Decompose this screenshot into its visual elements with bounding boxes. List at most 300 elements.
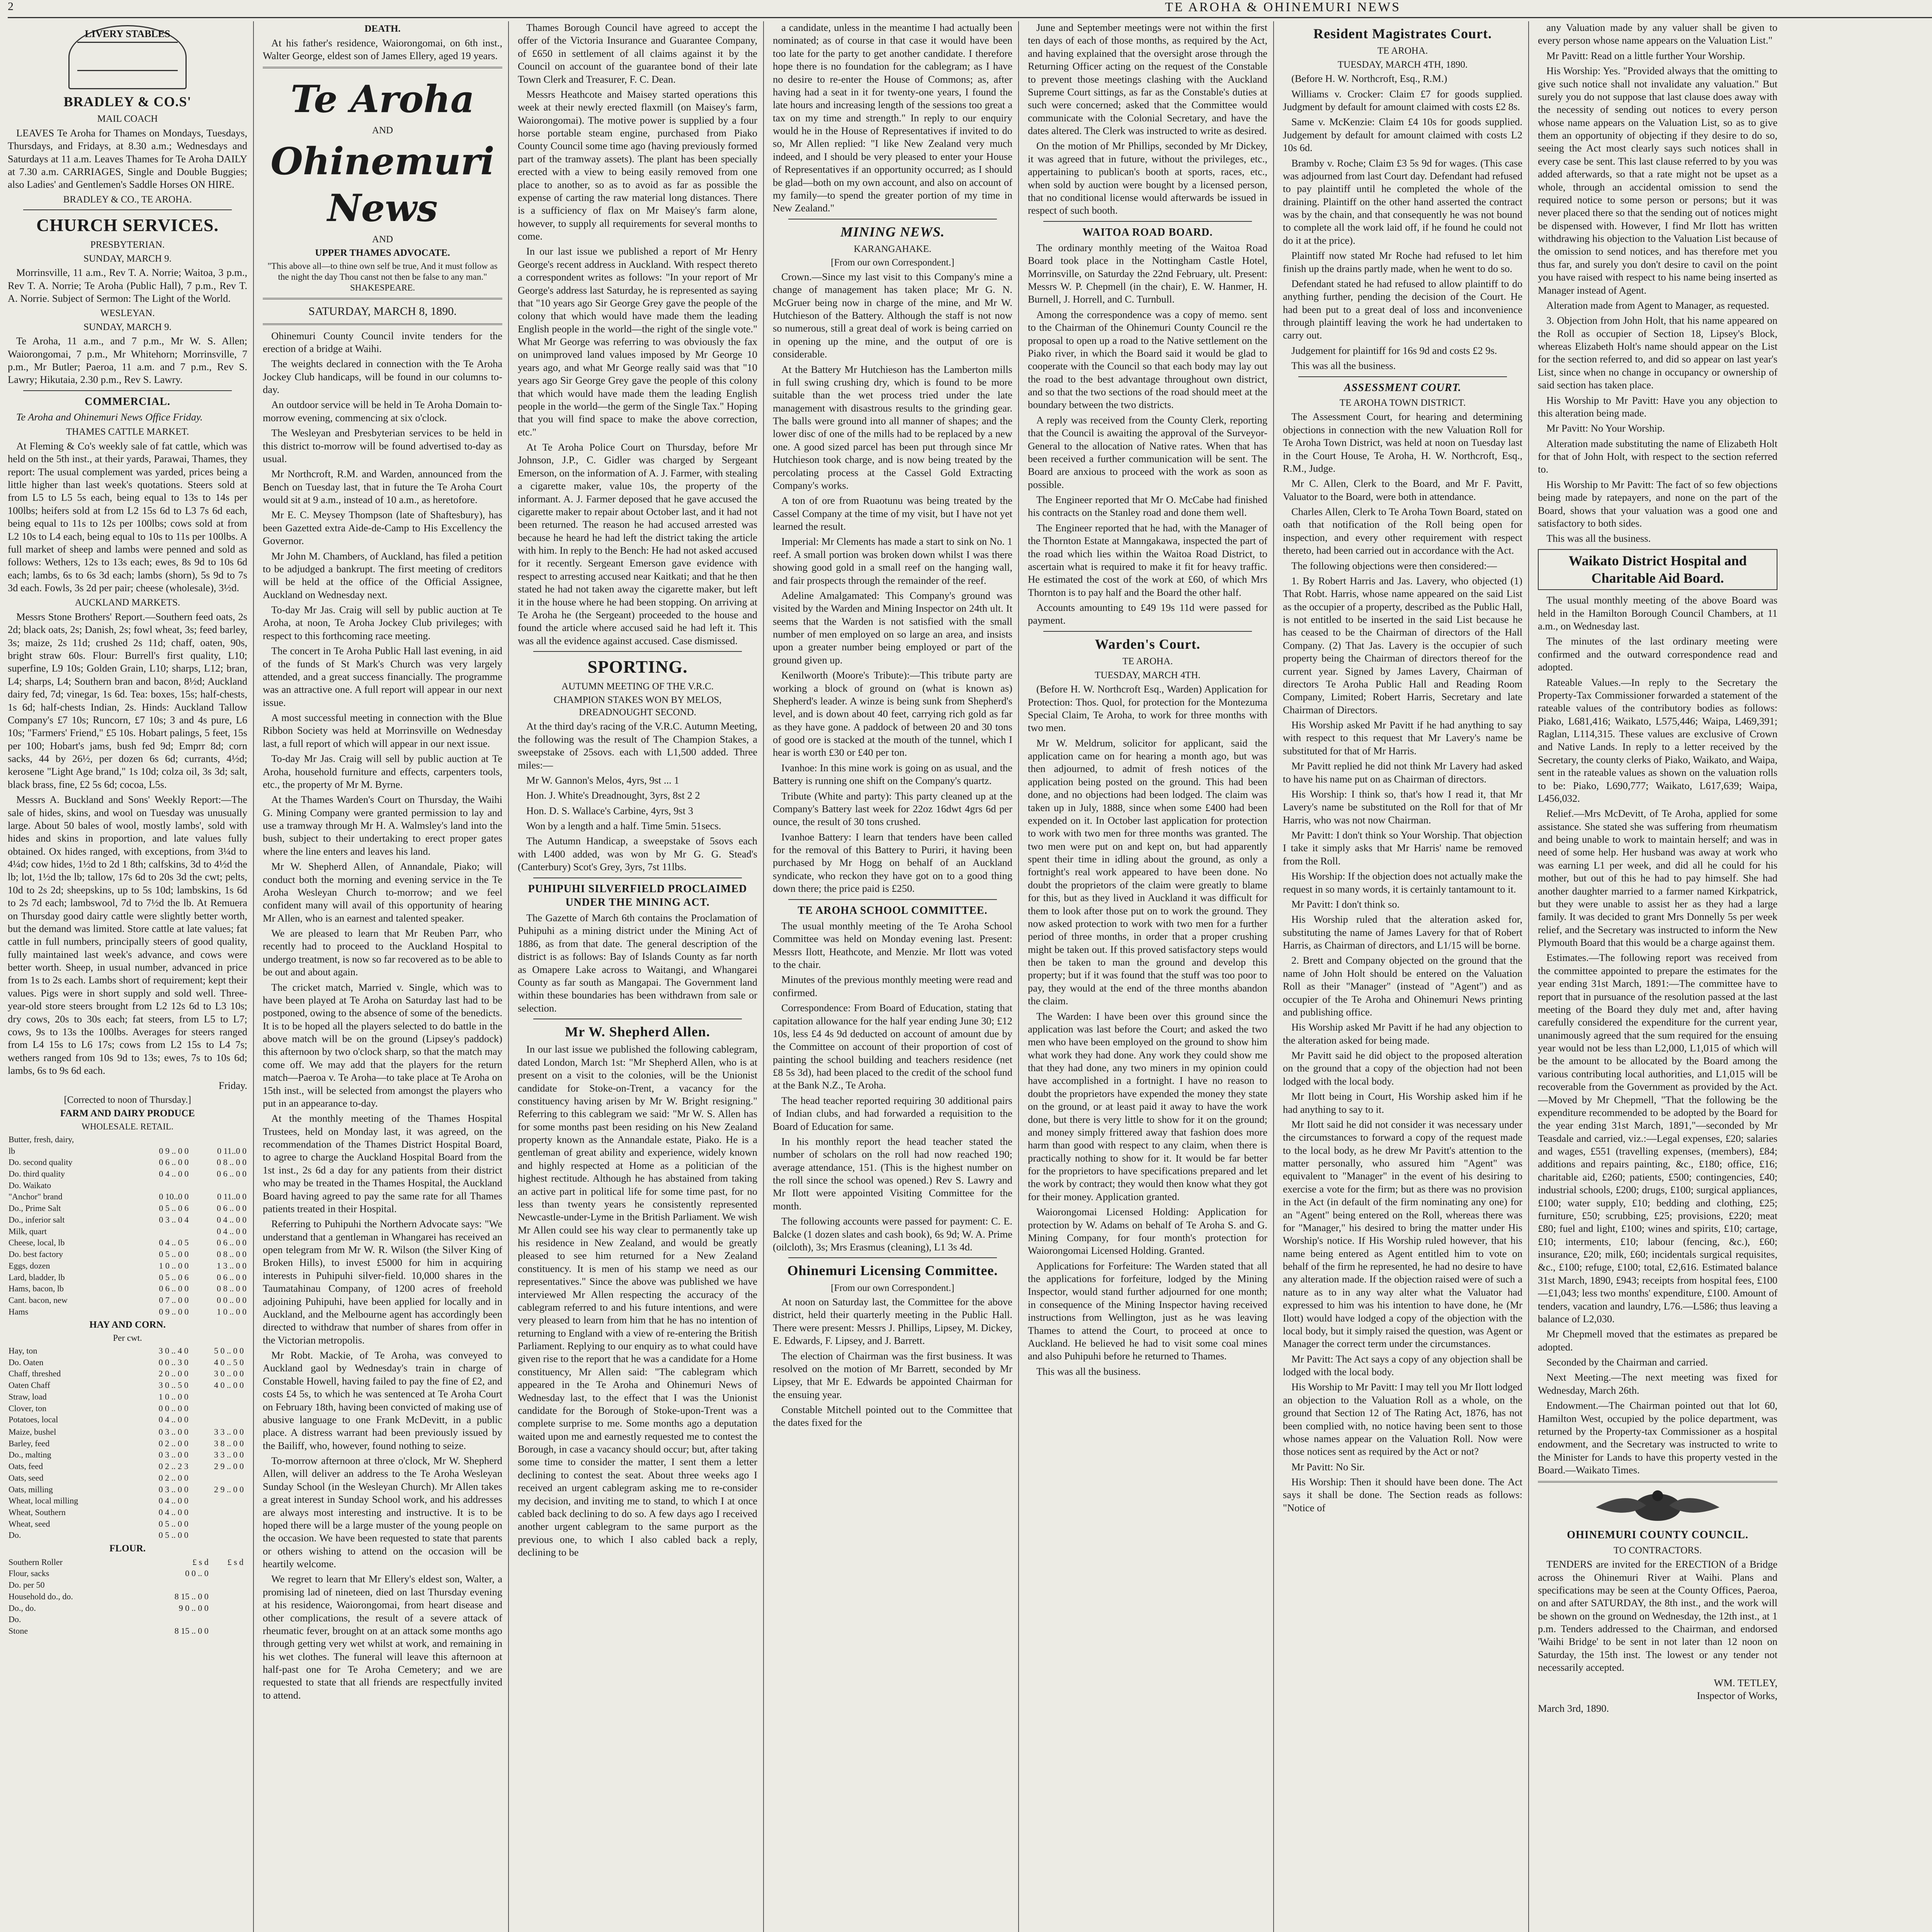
table-cell: 2 9 .. 0 0: [214, 1461, 244, 1471]
council-heading: OHINEMURI COUNTY COUNCIL.: [1567, 1529, 1748, 1541]
hay-columns: Per cwt.: [113, 1333, 142, 1343]
table-row: [8, 1461, 247, 1472]
bradley-sub: MAIL COACH: [97, 114, 158, 124]
news-paragraph: At the Thames Warden's Court on Thursday, the Waihi G. Mining Company were granted permission to lay and use a tramway through Mr H. A. Walmsley's land into the bush, subject to their undertaking to erect proper gates where the line enters and leaves his land.: [263, 794, 502, 857]
assessment-paragraph: Mr Pavitt said he did object to the proposed alteration on the ground that a copy of the objection had not been lodged with the local body.: [1283, 1049, 1522, 1087]
death-heading: DEATH.: [364, 24, 401, 34]
rm-paragraph: (Before H. W. Northcroft, Esq., R.M.): [1291, 73, 1447, 85]
waitoa-paragraph: Accounts amounting to £49 19s 11d were passed for payment.: [1028, 602, 1267, 626]
column-rule: [1273, 21, 1274, 1932]
table-cell: Eggs, dozen: [9, 1260, 50, 1270]
rm-paragraph: Williams v. Crocker: Claim £7 for goods supplied. Judgment by default for amount claimed with costs £2 8s.: [1283, 88, 1522, 113]
news-paragraph: His Worship: Yes. "Provided always that the omitting to give such notice shall not invalidate any valuation." But surely you do not suppose that last clause does away with the necessity of sending out notices to every person whose name appears on the Valuation List, so as to give them an opportunity of objecting if they desire to do so, seeing the Act most clearly says such notices shall in every case be sent. This last clause referred to by you was added afterwards, so that a rate might not be upset as a whole, through an accidental omission to send the required notice to some person or persons; but it was never placed there so that the sending out of notices might be dispensed with. However, I find Mr Ilott has written withdrawing his objection to the Valuation List because of the omission to send notices, and has therefore met you thus far, and surely you don't desire to cavil on the point you have raised with respect to his name being inserted as Manager instead of Agent.: [1538, 65, 1777, 296]
table-row: [8, 1414, 247, 1425]
auckland-body-2: Messrs A. Buckland and Sons' Weekly Report:—The sale of hides, skins, and wool on Tuesday was unusually large. About 50 bales of wool, mostly lambs', sold with hides and skins in proportion, and late values fully obtained. Ox hides ranged, with exceptions, from 3¼d to 4¼d; cow hides, 1½d to 2d 1 8th; calfskins, 3d to 4½d the lb; lot, 1½d the lb; tallow, 17s 6d to 20s 3d the cwt; pelts, 10d to 2s 2d; sheepskins, up to 5s 10d; lambskins, 1s 6d to 2s 7d each; lambswool, 7d to 7½d the lb. At Remuera on Thursday good dairy cattle were slightly better worth, but the demand was limited. Store cattle at late values; fat cattle in full numbers, principally steers of good quality, fully maintained last week's advance, and cows were better worth. Sheep, in usual number, advanced in price from 1s to 2s each. Lambs short of requirement; kept their values. Pigs were in short supply and sold well. Three-year-old store steers brought from L2 12s 6d to L3 10s; dry cows, 20s to 30s each; fat steers, from L5 to L7; cows, 9s to 13s the 100lbs. Averages for steers ranged from L4 15s to L6 17s; cows from L2 15s to L4 7s; wethers ranged from 10s 9d to 13s; ewes, 7s to 10s 6d; lambs, 6s to 9s 6d each.: [8, 794, 247, 1077]
table-cell: [189, 1180, 247, 1191]
assessment-paragraph: His Worship asked Mr Pavitt if he had anything to say with respect to this request that Mr Lavery's name be substituted for that of Mr Harris.: [1283, 719, 1522, 757]
wardens-date: TUESDAY, MARCH 4TH.: [1095, 670, 1201, 680]
assessment-sub: TE AROHA TOWN DISTRICT.: [1339, 397, 1466, 408]
table-cell: 3 3 .. 0 0: [214, 1427, 244, 1437]
school-heading: TE AROHA SCHOOL COMMITTEE.: [798, 904, 988, 917]
waikato-heading: Waikato District Hospital and Charitable Aid Board.: [1538, 549, 1777, 590]
table-cell: Oats, milling: [9, 1484, 53, 1494]
masthead-rule: [8, 17, 1932, 18]
waitoa-paragraph: A reply was received from the County Clerk, reporting that the Council is awaiting the approval of the Surveyor-General to the allocation of Native rates. When that has been received a further communication will be sent. The Board are anxious to proceed with the work as soon as possible.: [1028, 414, 1267, 490]
nameplate-ohinemuri-news: Ohinemuri News: [270, 139, 495, 230]
rm-paragraph: Judgement for plaintiff for 16s 9d and costs £2 9s.: [1291, 344, 1497, 356]
column-3: [518, 21, 757, 1932]
wes-label: WESLEYAN.: [100, 308, 155, 319]
table-cell: 0 3 .. 0 0: [158, 1450, 189, 1460]
bradley-sign: BRADLEY & CO., TE AROHA.: [63, 194, 192, 205]
table-row: [8, 1391, 247, 1403]
table-cell: Milk, quart: [9, 1226, 47, 1236]
table-row: [8, 1602, 247, 1614]
table-cell: 0 9 .. 0 0: [159, 1146, 189, 1156]
news-paragraph: Ohinemuri County Council invite tenders for the erection of a bridge at Waihi.: [263, 330, 502, 354]
waitoa-paragraph: The Engineer reported that he had, with the Manager of the Thornton Estate at Manngakawa, inspected the part of the road which lies within the Waitoa Road District, to ascertain what is required to make it fit for heavy traffic. He estimated the cost of the work at £60, of which Mrs Thornton is to pay half and the Board the other half.: [1028, 522, 1267, 598]
farm-heading: FARM AND DAIRY PRODUCE: [60, 1108, 195, 1119]
motto: "This above all—to thine own self be true, And it must follow as the night the day Thou canst not then be false to any man." SHAKESPEARE.: [267, 261, 498, 293]
dateline: SATURDAY, MARCH 8, 1890.: [308, 304, 457, 318]
table-cell: Do., inferior salt: [9, 1214, 65, 1225]
table-cell: [189, 1495, 245, 1507]
school-paragraph: The usual monthly meeting of the Te Aroha School Committee was held on Monday evening last. Present: Messrs Ilott, Heathcote, and Menzie. Mr Ilott was voted to the chair.: [773, 920, 1012, 970]
table-cell: 0 4 .. 0 0: [158, 1415, 189, 1425]
mining-paragraph: Adeline Amalgamated: This Company's ground was visited by the Warden and Mining Inspector on 24th ult. It seems that the Warden is not satisfied with the small number of men employed on so large an area, and insists upon a greater number being employed or part of the ground given up.: [773, 589, 1012, 666]
table-cell: 9 0 .. 0 0: [179, 1603, 209, 1613]
news-paragraph: To-morrow afternoon at three o'clock, Mr W. Shepherd Allen, will deliver an address to the Te Aroha Wesleyan Sunday School (in the Wesleyan Church). Mr Allen takes a great interest in Sunday School work, and his addresses are always most interesting and instructive. It is to be hoped there will be a large muster of the young people on the occasion. We have been requested to state that parents or others wishing to attend on the occasion will be heartily welcome.: [263, 1455, 502, 1570]
table-row: [8, 1379, 247, 1391]
waikato-paragraph: Rateable Values.—In reply to the Secretary the Property-Tax Commissioner forwarded a statement of the rateable values of the contributory bodies as follows: Piako, L681,416; Waikato, L575,446; Waipa, L469,391; Raglan, L114,315. These values are exclusive of Crown and Native Lands. In reply to a letter received by the Secretary, the county clerks of Piako, Waikato, and Waipa, sent in the rateable values as shown on the valuation rolls to be: Piako, L690,777; Waikato, L617,639; Waipa, L456,032.: [1538, 676, 1777, 804]
table-cell: [189, 1518, 245, 1530]
table-cell: Do. third quality: [9, 1169, 65, 1179]
table-cell: Southern Roller: [9, 1557, 63, 1567]
table-cell: Cheese, local, lb: [9, 1238, 65, 1248]
table-cell: 1 3 .. 0 0: [217, 1260, 247, 1270]
news-paragraph: Messrs Heathcote and Maisey started operations this week at their newly erected flaxmill (on Maisey's farm, Waiorongomai). The motive power is supplied by a four horse portable steam engine, purchased from Piako County Council some time ago (having previously formed part of the tramway assets). The plant has been specially erected with a view to being easily removed from one place to another, so as to avoid as far as possible the expense of carting the raw material long distances. There is a sufficiency of flax on Mr Maisey's farm alone, however, to supply all requirements for several months to come.: [518, 88, 757, 242]
mining-corr: [From our own Correspondent.]: [831, 257, 954, 268]
mining-heading: MINING NEWS.: [840, 224, 945, 240]
assessment-paragraph: His Worship: Then it should have been done. The Act says it shall be done. The Section reads as follows: "Notice of: [1283, 1476, 1522, 1514]
column-rule: [1528, 21, 1529, 1932]
table-cell: Hams, bacon, lb: [9, 1284, 64, 1294]
puhipuhi-heading: PUHIPUHI SILVERFIELD PROCLAIMED UNDER THE MINING ACT.: [528, 883, 747, 908]
news-paragraph: Referring to Puhipuhi the Northern Advocate says: "We understand that a gentleman in Whangarei has received an open telegram from Mr W. R. Wilson (the Silver King of Broken Hills), to invest £5000 for him in acquiring interests in Puhipuhi silver-field. 10,000 shares in the Taumatahinau Company, of 1200 acres of freehold adjoining Puhipuhi, have been applied for locally and in Auckland, and the Melbourne agent has accordingly been directed to withdraw that number of shares from offer in the Victorian metropolis.: [263, 1218, 502, 1346]
waitoa-heading: WAITOA ROAD BOARD.: [1082, 226, 1213, 238]
table-row: [8, 1283, 247, 1294]
sporting-paragraph: Hon. J. White's Dreadnought, 3yrs, 8st 2 2: [526, 789, 700, 801]
puhipuhi-body: The Gazette of March 6th contains the Proclamation of Puhipuhi as a mining district under the Mining Act of 1886, as from that date. The general description of the district is as follows: Bay of Islands County as far north as Omapere Lake across to Waitangi, and Whangarei County as far south as Mangapai. The Government land within these boundaries has been withdrawn from sale or selection.: [518, 912, 757, 1014]
table-cell: 3 8 .. 0 0: [214, 1438, 244, 1448]
news-paragraph: A most successful meeting in connection with the Blue Ribbon Society was held at Morrinsville on Wednesday last, a full report of which will appear in our next issue.: [263, 712, 502, 749]
waitoa-paragraph: Among the correspondence was a copy of memo. sent to the Chairman of the Ohinemuri County Council re the proposal to open up a road to the Native settlement on the Piako river, in which the Board said it would be glad to cooperate with the Council so that each body may lay out the road to the best advantage throughout own district, and so that the two sections of the road should meet at the boundary between the two districts.: [1028, 308, 1267, 411]
table-cell: 0 3 .. 0 0: [158, 1484, 189, 1494]
assessment-paragraph: Mr Pavitt: No Sir.: [1291, 1461, 1365, 1473]
table-cell: 0 8 .. 0 0: [217, 1284, 247, 1294]
table-cell: [209, 1614, 244, 1625]
wardens-paragraph: Applications for Forfeiture: The Warden stated that all the applications for forfeiture, lodged by the Mining Inspector, would stand further adjourned for one month; in consequence of the Mining Inspector having received instructions from Wellington, just as he was leaving Thames to attend the Court, to proceed at once to Auckland. He believed he had to visit some coal mines and also Puhipuhi before he returned to Thames.: [1028, 1260, 1267, 1362]
news-paragraph: To-day Mr Jas. Craig will sell by public auction at Te Aroha, at noon, Te Aroha Jockey Club privileges; with respect to this forthcoming race meeting.: [263, 604, 502, 641]
waikato-paragraph: Mr Chepmell moved that the estimates as prepared be adopted.: [1538, 1328, 1777, 1353]
table-cell: 8 15 .. 0 0: [174, 1626, 209, 1636]
council-date: March 3rd, 1890.: [1538, 1702, 1609, 1714]
news-paragraph: Mr Northcroft, R.M. and Warden, announced from the Bench on Tuesday last, that in future the Te Aroha Court would sit at 9 a.m., instead of 10 a.m., as heretofore.: [263, 468, 502, 506]
farm-produce-table: [8, 1134, 247, 1318]
table-row: [8, 1529, 247, 1541]
waikato-paragraph: The minutes of the last ordinary meeting were confirmed and the outward correspondence read and adopted.: [1538, 635, 1777, 673]
news-paragraph: We are pleased to learn that Mr Reuben Parr, who recently had to proceed to the Auckland Hospital to undergo treatment, is now so far recovered as to be able to be out and about again.: [263, 927, 502, 978]
table-cell: 0 6 .. 0 0: [217, 1272, 247, 1282]
table-row: [8, 1180, 247, 1191]
rm-paragraph: Same v. McKenzie: Claim £4 10s for goods supplied. Judgement by default for amount claimed with costs L2 10s 6d.: [1283, 116, 1522, 154]
table-cell: 4 0 .. 0 0: [214, 1380, 244, 1390]
masthead: [8, 0, 1932, 15]
table-cell: £ s d: [192, 1557, 209, 1567]
table-row: [8, 1357, 247, 1368]
table-cell: Butter, fresh, dairy,: [9, 1134, 74, 1144]
table-cell: 0 5 .. 0 0: [158, 1519, 189, 1529]
table-row: [8, 1191, 247, 1202]
church-heading: CHURCH SERVICES.: [36, 215, 219, 235]
table-row: [8, 1426, 247, 1438]
column-5: [1028, 21, 1267, 1932]
table-cell: Do. second quality: [9, 1157, 73, 1167]
farm-columns: WHOLESALE. RETAIL.: [82, 1121, 173, 1131]
table-row: [8, 1272, 247, 1283]
table-cell: [245, 1495, 247, 1507]
sporting-sub: AUTUMN MEETING OF THE V.R.C.: [561, 681, 714, 692]
allen-heading: Mr W. Shepherd Allen.: [565, 1024, 710, 1040]
table-cell: 2 9 .. 0 0: [214, 1484, 244, 1494]
mining-body: [773, 270, 1012, 895]
table-cell: [244, 1568, 247, 1579]
assessment-paragraph: 1. By Robert Harris and Jas. Lavery, who objected (1) That Robt. Harris, whose name appeared on the said List as the occupier of a property, described as the Public Hall, is not entitled to be inserted in the said List because he has ceased to be the Chairman of directors of the Hall Company. (2) That Jas. Lavery is the occupier of such property being the Chairman of directors thereof for the current year. Signed by James Lavery, Chairman of directors Te Aroha Public Hall and Reading Room Company, Limited; Robert Harris, Secretary and late Chairman of Directors.: [1283, 575, 1522, 716]
table-cell: 0 2 .. 2 3: [158, 1461, 189, 1471]
sporting-paragraph: Hon. D. S. Wallace's Carbine, 4yrs, 9st 3: [526, 804, 693, 816]
table-cell: Do., do.: [9, 1603, 36, 1613]
rm-paragraph: Plaintiff now stated Mr Roche had refused to let him finish up the drains partly made, when he went to do so.: [1283, 250, 1522, 274]
table-cell: [209, 1568, 244, 1579]
table-row: [8, 1438, 247, 1449]
bradley-heading: BRADLEY & CO.S': [63, 94, 192, 109]
table-row: [8, 1591, 247, 1602]
table-row: [8, 1168, 247, 1180]
col4-news: [773, 21, 1012, 215]
waitoa-paragraph: The Engineer reported that Mr O. McCabe had finished his contracts on the Stanley road and done them well.: [1028, 494, 1267, 519]
licensing-body: [773, 1296, 1012, 1429]
table-cell: Hay, ton: [9, 1345, 37, 1355]
table-cell: Do. per 50: [9, 1580, 45, 1590]
assessment-paragraph: Mr Ilott said he did not consider it was necessary under the circumstances to forward a copy of the request made to the local body, as he drew Mr Pavitt's attention to the matter personally, who assured him "Agent" was equivalent to "Manager" in the event of his desiring to exercise a vote for the firm; but as there was no provision in the Act (in default of the firm nominating any one) for an "Agent" being entered on the Roll, whereas there was for "Manager," his desired to bring the matter under His Worship's notice. If His Worship ruled however, that his name being entered as Agent entitled him to vote on behalf of the firm he represented, he had no desire to have any alteration made. If the objection raised were of such a nature as to in any way alter what the Valuator had expressed to him was his intention to have done, he (Mr Ilott) would have lodged a copy of the objection with the local body, but it simply raised the question, was Agent or Manager the correct term under the circumstances.: [1283, 1118, 1522, 1350]
bradley-body: LEAVES Te Aroha for Thames on Mondays, Tuesdays, Thursdays, and Fridays, at 8.30 a.m.; Wednesdays and Saturdays at 11 a.m. Leaves Thames for Te Aroha DAILY at 7.30 a.m. CARRIAGES, Single and Double Buggies; also Ladies' and Gentlemen's Saddle Horses ON HIRE.: [8, 127, 247, 190]
licensing-paragraph: The election of Chairman was the first business. It was resolved on the motion of Mr Barrett, seconded by Mr Lipsey, that Mr E. Edwards be appointed Chairman for the ensuing year.: [773, 1350, 1012, 1400]
table-cell: Do.: [9, 1614, 21, 1624]
waikato-body: [1538, 594, 1777, 1476]
cattle-body: At Fleming & Co's weekly sale of fat cattle, which was held on the 5th inst., at their yards, Parawai, Thames, they report: The usual complement was yarded, prices being a little higher than last week's quotations. Steers sold at from L5 to L5 5s each, being equal to 13s to 14s per 100lbs; heifers sold at from L2 15s 6d to L3 7s 6d each, being equal to 11s to 12s per 100lbs; cows sold at from L2 10s to L4 each, being equal to 10s to 11s per 100lbs. A full market of sheep and lambs were penned and sold as follows: Wethers, 12s to 13s each; ewes, 8s 9d to 10s 6d each; lambs, 6s to 6s 3d each; lambs (shorn), 5s 9d to 7s 3d each. Fowls, 3s 2d per pair; cheese (wholesale), 3½d.: [8, 440, 247, 594]
rm-court-body: [1283, 72, 1522, 372]
livery-stables-stamp: LIVERY STABLES: [68, 25, 187, 89]
wardens-paragraph: The Warden: I have been over this ground since the application was last before the Court; and asked the two men who have been employed on the ground to show him what work they had done. Any work they could show me that they had done, any two miners in my opinion could have accomplished in a fortnight. I have no reason to doubt the proprietors have expended the money they state on the ground, or at least paid it away to have the work done, but there is very little to show for it on the ground; and money simply frittered away that fashion does more harm than good with respect to any claim, when there is practically nothing to show for it. It would be far better for the proprietors to have specifications prepared and let the work by contract; they would then know what they got for their money. Application granted.: [1028, 1010, 1267, 1202]
table-cell: [139, 1579, 209, 1591]
assessment-paragraph: Mr Pavitt replied he did not think Mr Lavery had asked to have his name put on as Chairman of directors.: [1283, 760, 1522, 785]
col5-news: [1028, 21, 1267, 217]
table-cell: Wheat, Southern: [9, 1507, 66, 1517]
licensing-paragraph: Constable Mitchell pointed out to the Committee that the dates fixed for the: [773, 1404, 1012, 1429]
news-paragraph: At the monthly meeting of the Thames Hospital Trustees, held on Monday last, it was agreed, on the recommendation of the Thames District Hospital Board, to agree to charge the Auckland Hospital Board from the 1st inst., 2s 6d a day for any patients from their district who may be treated in the Thames Hospital, the Auckland Board having agreed to pay the same rate for all Thames patients treated in their Hospital.: [263, 1112, 502, 1214]
table-cell: 0 4 .. 0 0: [217, 1226, 247, 1236]
death-body: At his father's residence, Waiorongomai, on 6th inst., Walter George, eldest son of James Ellery, aged 19 years.: [263, 37, 502, 61]
table-cell: Do. Waikato: [9, 1180, 51, 1190]
news-paragraph: Mr E. C. Meysey Thompson (late of Shaftesbury), has been Gazetted extra Aide-de-Camp to His Excellency the Governor.: [263, 509, 502, 547]
presb-body: Morrinsville, 11 a.m., Rev T. A. Norrie; Waitoa, 3 p.m., Rev T. A. Norrie; Te Aroha (Public Hall), 7 p.m., Rev T. A. Norrie. Subject of Sermon: The Light of the World.: [8, 267, 247, 304]
table-cell: [139, 1614, 209, 1625]
table-cell: [209, 1579, 244, 1591]
table-cell: Do. best factory: [9, 1249, 63, 1259]
table-row: [8, 1345, 247, 1357]
news-paragraph: Mr Pavitt: Read on a little further Your Worship.: [1546, 49, 1745, 61]
table-row: [8, 1368, 247, 1379]
school-paragraph: The following accounts were passed for payment: C. E. Balcke (1 dozen slates and cash book), 6s 9d; W. A. Prime (oilcloth), 3s; Mrs Erasmus (cleaning), L1 3s 4d.: [773, 1215, 1012, 1253]
assessment-paragraph: The following objections were then considered:—: [1291, 560, 1497, 571]
news-paragraph: His Worship to Mr Pavitt: Have you any objection to this alteration being made.: [1538, 394, 1777, 419]
waitoa-paragraph: The ordinary monthly meeting of the Waitoa Road Board took place in the Nottingham Castle Hotel, Morrinsville, on Saturday the 22nd February, ult. Present: Messrs W. P. Chepmell (in the chair), E. W. Hanmer, H. Burnell, J. Horrell, and C. Turnbull.: [1028, 242, 1267, 305]
table-cell: Hams: [9, 1306, 29, 1316]
table-cell: [245, 1529, 247, 1541]
table-row: [8, 1484, 247, 1495]
auckland-heading: AUCKLAND MARKETS.: [75, 597, 180, 608]
table-cell: [245, 1472, 247, 1484]
table-cell: 0 2 .. 0 0: [158, 1473, 189, 1483]
table-row: [8, 1248, 247, 1260]
table-row: [8, 1568, 247, 1579]
nameplate-and: AND: [372, 125, 393, 136]
sporting-paragraph: Mr W. Gannon's Melos, 4yrs, 9st ... 1: [526, 774, 679, 786]
table-cell: 0 5 .. 0 6: [159, 1203, 189, 1213]
wardens-paragraph: This was all the business.: [1036, 1365, 1141, 1377]
table-cell: 0 0 .. 0: [185, 1568, 209, 1578]
table-cell: 0 0 .. 3 0: [158, 1357, 189, 1367]
table-cell: 0 6 .. 0 0: [159, 1284, 189, 1294]
news-paragraph: The weights declared in connection with the Te Aroha Jockey Club handicaps, will be found in our columns to-day.: [263, 358, 502, 396]
table-row: [8, 1495, 247, 1507]
col3-news: [518, 21, 757, 647]
sporting-heading: SPORTING.: [587, 657, 688, 677]
table-row: [8, 1260, 247, 1272]
table-cell: Lard, bladder, lb: [9, 1272, 65, 1282]
licensing-paragraph: At noon on Saturday last, the Committee for the above district, held their quarterly meeting in the Public Hall. There were present: Messrs J. Phillips, Lipsey, M. Dickey, E. Edwards, F. Lipsey, and J. Barrett.: [773, 1296, 1012, 1347]
table-cell: [244, 1602, 247, 1614]
column-rule: [253, 21, 254, 1932]
table-cell: [132, 1180, 190, 1191]
table-cell: 0 8 .. 0 0: [217, 1249, 247, 1259]
news-paragraph: Alteration made substituting the name of Elizabeth Holt for that of John Holt, with respect to the section referred to.: [1538, 437, 1777, 475]
rm-paragraph: Bramby v. Roche; Claim £3 5s 9d for wages. (This case was adjourned from last Court day. Defendant had refused to pay plaintiff until he completed the whole of the draining. Plaintiff on the other hand asserted the contract was by the chain, and that consequently he was not bound to complete all the work laid off, if he found he could not do it at the price).: [1283, 157, 1522, 246]
table-row: [8, 1202, 247, 1214]
assessment-body: [1283, 410, 1522, 1514]
table-cell: [244, 1591, 247, 1602]
wardens-heading: Warden's Court.: [1095, 636, 1201, 652]
table-row: [8, 1134, 247, 1145]
wes-date: SUNDAY, MARCH 9.: [83, 321, 172, 332]
mining-paragraph: Ivanhoe: In this mine work is going on as usual, and the Battery is running one shift on the Company's quartz.: [773, 762, 1012, 787]
news-paragraph: This was all the business.: [1546, 532, 1651, 544]
waikato-paragraph: Endowment.—The Chairman pointed out that lot 60, Hamilton West, occupied by the police department, was returned by the Property-tax Commissioner as a hospital endowment, and the Secretary was instructed to write to the Minister for Lands to have this property vested in the Board.—Waikato Times.: [1538, 1400, 1777, 1476]
rm-court-sub: TE AROHA.: [1377, 46, 1428, 56]
waikato-paragraph: Next Meeting.—The next meeting was fixed for Wednesday, March 26th.: [1538, 1371, 1777, 1396]
news-paragraph: On the motion of Mr Phillips, seconded by Mr Dickey, it was agreed that in future, without the privileges, etc., appertaining to publican's booth at sports, races, etc., when sold by auction were bought by a licensed person, that no conditional license would afterwards be issued in respect of such booth.: [1028, 140, 1267, 216]
rm-paragraph: Defendant stated he had refused to allow plaintiff to do anything further, pending the decision of the Court. He had been put to a great deal of loss and inconvenience through plaintiff leaving the work he had undertaken to carry out.: [1283, 277, 1522, 341]
column-6: [1283, 21, 1522, 1932]
table-cell: Barley, feed: [9, 1438, 50, 1448]
table-cell: Stone: [9, 1626, 28, 1636]
table-row: [8, 1156, 247, 1168]
table-cell: [132, 1134, 190, 1145]
table-row: [8, 1625, 247, 1637]
flour-heading: FLOUR.: [109, 1543, 146, 1554]
news-paragraph: Mr Robt. Mackie, of Te Aroha, was conveyed to Auckland gaol by Wednesday's train in charge of Constable Howell, having failed to pay the fine of £2, and costs £4 5s, to which he was sentenced at Te Aroha Court on February 18th, having been convicted of making use of abusive language to one Frank McDevitt, in a public place. A distress warrant had been previously issued by the Bailiff, who, however, found nothing to seize.: [263, 1349, 502, 1451]
table-cell: 0 5 .. 0 0: [158, 1530, 189, 1540]
waikato-paragraph: Estimates.—The following report was received from the committee appointed to prepare the estimates for the year ending 31st March, 1891:—The committee have to report that in pursuance of the resolution passed at the last meeting of the Board they duly met and, after having carefully considered the expenditure for the current year, unanimously agreed that the sum required for the ensuing year would not be less than L2,000, L1,015 of which will be the amount to be allocated by the Board among the various contributing local authorities, and L1,015 will be recoverable from the Government as provided by the Act.—Moved by Mr Chepmell, "That the following be the expenditure recommended to be adopted by the Board for the year ending 31st March, 1891,"—seconded by Mr Teasdale and carried, viz.:—Legal expenses, £20; salaries and wages, £551 (travelling expenses, (members), £84; additions and repairs painting, &c., £180; office, £16; charitable aid, £260; patients, £500; contingencies, £40; industrial schools, £200; drugs, £100; surgical appliances, £100; water supply, £10; bedding and clothing, £25; furniture, £50; scrubbing, £25; provisions, £220; meat £80; fuel and light, £100; wines and spirits, £10; cartage, £10; interments, £10; labour (fencing, &c.), £60; insurance, £20; milk, £60; incidentals surgical requisites, &c., £100; refuge, £100; total, £2,616. Estimated balance 31st March, 1890, £943; receipts from hospital fees, £100—£1,043; less two months' expenditure, £100. Amount of tenders, vacation and laundry, L76.—L586; thus leaving a balance of L2,030.: [1538, 952, 1777, 1325]
column-rule: [763, 21, 764, 1932]
table-cell: Household do., do.: [9, 1591, 73, 1601]
column-4: [773, 21, 1012, 1932]
rm-paragraph: This was all the business.: [1291, 360, 1396, 372]
council-sub: TO CONTRACTORS.: [1613, 1545, 1702, 1556]
mining-paragraph: Ivanhoe Battery: I learn that tenders have been called for the removal of this Battery to Puriri, it having been purchased by Mr Hogg on behalf of an Auckland syndicate, who reckon they have got on to a good thing down there; the price paid is £250.: [773, 831, 1012, 895]
table-cell: 0 4 .. 0 0: [159, 1169, 189, 1179]
news-paragraph: Mr John M. Chambers, of Auckland, has filed a petition to be adjudged a bankrupt. The first meeting of creditors will be held at the office of the Official Assignee, Auckland on Wednesday next.: [263, 550, 502, 600]
table-cell: Wheat, seed: [9, 1519, 50, 1529]
news-paragraph: At Te Aroha Police Court on Thursday, before Mr Johnson, J.P., C. Gidler was charged by Sergeant Emerson, on the information of A. J. Farmer, with stealing a cigarette maker, value 10s, the property of the informant. A. J. Farmer deposed that he gave accused the cigarette maker to repair about October last, and it had not been returned. The reason he had accused arrested was because he heard he had left the district taking the article with him. In reply to the Bench: He had not asked accused for it recently. Sergeant Emerson gave evidence with respect to arresting accused near Kaitkati; and that he then stated he had not taken away the cigarette maker, but left it in the house where he had been stopping. On arriving at Te Aroha he (the Sergeant) proceeded to the house and found the article where accused said he had left it. This was all the evidence against accused. Case dismissed.: [518, 441, 757, 646]
assessment-paragraph: Mr Pavitt: I don't think so.: [1291, 898, 1400, 910]
table-cell: Oats, feed: [9, 1461, 43, 1471]
column-7: [1538, 21, 1777, 1932]
county-crest: [1588, 1488, 1727, 1523]
wardens-paragraph: (Before H. W. Northcroft Esq., Warden) Application for Protection: Thos. Quol, for protection for the Montezuma Special Claim, Te Aroha, to work for three months with two men.: [1028, 683, 1267, 734]
table-cell: 1 0 .. 0 0: [158, 1391, 189, 1401]
assessment-paragraph: Mr C. Allen, Clerk to the Board, and Mr F. Pavitt, Valuator to the Board, were both in attendance.: [1283, 478, 1522, 502]
table-row: [8, 1556, 247, 1568]
table-cell: 0 5 .. 0 6: [159, 1272, 189, 1282]
cattle-heading: THAMES CATTLE MARKET.: [66, 427, 189, 437]
assessment-paragraph: His Worship: If the objection does not actually make the request in so many words, it is certainly tantamount to it.: [1283, 870, 1522, 895]
table-row: [8, 1507, 247, 1518]
office-line: Te Aroha and Ohinemuri News Office Friday.: [16, 411, 203, 423]
table-cell: [189, 1391, 245, 1403]
table-cell: 1 0 .. 0 0: [159, 1260, 189, 1270]
table-cell: 0 4 .. 0 5: [159, 1238, 189, 1248]
col7-news: [1538, 21, 1777, 545]
column-1: [8, 21, 247, 1932]
news-paragraph: To-day Mr Jas. Craig will sell by public auction at Te Aroha, household furniture and effects, carpenters tools, etc., the property of Mr M. Byrne.: [263, 753, 502, 790]
table-cell: 0 4 .. 0 0: [217, 1214, 247, 1225]
table-cell: 0 11..0 0: [217, 1192, 247, 1202]
table-cell: 0 8 .. 0 0: [217, 1157, 247, 1167]
assessment-paragraph: His Worship asked Mr Pavitt if he had any objection to the alteration asked for being made.: [1283, 1021, 1522, 1046]
licensing-heading: Ohinemuri Licensing Committee.: [787, 1263, 998, 1279]
table-cell: £ s d: [227, 1557, 244, 1567]
council-sign: WM. TETLEY,: [1714, 1677, 1777, 1689]
sporting-paragraph: The Autumn Handicap, a sweepstake of 5sovs each with L400 added, was won by Mr G. G. Stead's (Canterbury) Scot's Grey, 3yrs, 7st 11lbs.: [518, 835, 757, 873]
table-cell: [245, 1507, 247, 1518]
news-paragraph: The concert in Te Aroha Public Hall last evening, in aid of the funds of St Mark's Church was very largely attended, and a great success financially. The programme was an attractive one. A full report will appear in our next issue.: [263, 645, 502, 708]
table-row: [8, 1294, 247, 1306]
table-cell: [244, 1614, 247, 1625]
table-cell: [244, 1579, 247, 1591]
assessment-paragraph: His Worship ruled that the alteration asked for, substituting the name of James Lavery for that of Robert Harris, as Chairman of directors, and L1/15 will be borne.: [1283, 913, 1522, 951]
news-paragraph: Alteration made from Agent to Manager, as requested.: [1546, 299, 1769, 311]
table-cell: 5 0 .. 0 0: [214, 1345, 244, 1355]
table-cell: Do., Prime Salt: [9, 1203, 61, 1213]
table-cell: 1 0 .. 0 0: [217, 1306, 247, 1316]
assessment-paragraph: His Worship: I think so, that's how I read it, that Mr Lavery's name be substituted on the Roll for that of Mr Harris, who was not now Chairman.: [1283, 788, 1522, 826]
school-body: [773, 920, 1012, 1253]
table-row: [8, 1403, 247, 1414]
table-cell: 3 0 .. 4 0: [158, 1345, 189, 1355]
assessment-paragraph: Mr Pavitt: I don't think so Your Worship. That objection I take it simply asks that Mr Harris' name be removed from the Roll.: [1283, 829, 1522, 867]
table-cell: 0 6 .. 0 0: [217, 1169, 247, 1179]
news-paragraph: The Wesleyan and Presbyterian services to be held in this district to-morrow will be found advertised to-day as usual.: [263, 427, 502, 464]
assessment-paragraph: The Assessment Court, for hearing and determining objections in connection with the new Valuation Roll for Te Aroha Town District, was held at noon on Tuesday last in the Court House, Te Aroha, H. W. Northcroft, Esq., R.M., Judge.: [1283, 411, 1522, 474]
table-cell: 0 6 .. 0 0: [217, 1238, 247, 1248]
column-rule: [1018, 21, 1019, 1932]
table-cell: [189, 1507, 245, 1518]
wardens-paragraph: Mr W. Meldrum, solicitor for applicant, said the application came on for hearing a month ago, but was then adjourned, to admit of fresh notices of the application being posted on the ground. This had been done, and no objections had been lodged. The claim was taken up in July, 1888, since when some £400 had been expended on it. In October last application for protection to work with two men for three months was granted. The two men were put on and kept on, but had apparently spent their time in idling about the ground, as only a fortnight's real work appeared to have been done. No doubt the proprietors of the claim were greatly to blame for this, but as they lived in Auckland it was difficult for them to look after those put on to work the ground. They now asked protection to work with two men for a further period of three months, in order that a proper crushing might be taken out. If this proved satisfactory steps would then be taken to man the ground and develop this property; but if it was found that the stuff was too poor to pay, they would at the end of the three months abandon the claim.: [1028, 737, 1267, 1007]
news-paragraph: His Worship to Mr Pavitt: The fact of so few objections being made by ratepayers, and none on the part of the Board, shows that your valuation was a good one and satisfactory to both sides.: [1538, 478, 1777, 529]
table-cell: Oats, seed: [9, 1473, 44, 1483]
table-cell: 0 3 .. 0 0: [158, 1427, 189, 1437]
news-paragraph: In our last issue we published a report of Mr Henry George's recent address in Auckland. With respect thereto a correspondent writes as follows: "In your report of Mr George's address last Saturday, he is represented as saying that "10 years ago Sir George Grey gave the people of the colony that which would have made them the leading English people in the world—the right of the single vote." What Mr George was referring to was obviously the fax on unimproved land values imposed by Mr George 10 years ago, and what Mr George really said was that "10 years ago Sir George Grey gave the people of this colony that which would have made them the leading English people in the world—the germ of the Single Tax." Hoping that you will find space to make the above correction, etc.": [518, 245, 757, 438]
news-paragraph: 3. Objection from John Holt, that his name appeared on the Roll as occupier of Section 18, Lipsey's Block, whereas Elizabeth Holt's name should appear on the List for the section referred to, and did so appear on last year's List, since when no change in occupancy or ownership of said section has taken place.: [1538, 315, 1777, 391]
table-cell: [189, 1529, 245, 1541]
table-cell: 2 0 .. 0 0: [158, 1369, 189, 1379]
table-cell: Chaff, threshed: [9, 1369, 61, 1379]
news-paragraph: June and September meetings were not within the first ten days of each of those months, as required by the Act, and having explained that the oversight arose through the Returning Officer acting on the request of the Constable to prevent those meetings clashing with the Auckland Supreme Court sittings, as far as the Constable's duties at such were concerned; asked that the Committee would communicate with the Colonial Secretary, and have the dates altered. The Clerk was instructed to write as desired.: [1028, 22, 1267, 136]
karangahake: KARANGAHAKE.: [854, 243, 932, 254]
wardens-paragraph: Waiorongomai Licensed Holding: Application for protection by W. Adams on behalf of Te Aroha S. and G. Mining Company, for four month's protection for Waiorongomai Licensed Holding. Granted.: [1028, 1206, 1267, 1257]
table-cell: 3 0 .. 0 0: [214, 1369, 244, 1379]
table-cell: Clover, ton: [9, 1403, 47, 1413]
school-paragraph: The head teacher reported requiring 30 additional pairs of Indian clubs, and had forwarded a requisition to the Board of Education for same.: [773, 1094, 1012, 1132]
school-paragraph: In his monthly report the head teacher stated the number of scholars on the roll had now reached 190; average attendance, 151. (This is the highest number on the roll since the school was opened.) Rev S. Lawry and Mr Ilott were appointed Visiting Committee for the month.: [773, 1135, 1012, 1212]
table-cell: 8 15 .. 0 0: [174, 1591, 209, 1601]
table-row: [8, 1579, 247, 1591]
table-cell: Do., malting: [9, 1450, 51, 1460]
table-row: [8, 1449, 247, 1461]
table-cell: 0 6 .. 0 0: [217, 1203, 247, 1213]
sporting-sub2: CHAMPION STAKES WON BY MELOS, DREADNOUGHT SECOND.: [553, 695, 722, 718]
nameplate-te-aroha: Te Aroha: [290, 77, 474, 121]
page-number: 2: [8, 0, 14, 13]
wes-body: Te Aroha, 11 a.m., and 7 p.m., Mr W. S. Allen; Waiorongomai, 7 p.m., Mr Whitehorn; Morrinsville, 7 p.m., Mr Butler; Paeroa, 11 a.m. and 7 p.m., Rev S. Lawry; Hikutaia, 2.30 p.m., Rev S. Lawry.: [8, 335, 247, 386]
table-cell: [245, 1414, 247, 1425]
table-cell: 0 11..0 0: [217, 1146, 247, 1156]
table-cell: 0 5 .. 0 0: [159, 1249, 189, 1259]
news-paragraph: any Valuation made by any valuer shall be given to every person whose name appears on the Valuation List.": [1538, 22, 1777, 46]
table-cell: [245, 1403, 247, 1414]
news-paragraph: Thames Borough Council have agreed to accept the offer of the Victoria Insurance and Guarantee Company, of £650 in settlement of all claims against it by the Council on account of the guarantee bond of their late Town Clerk and Treasurer, F. C. Dean.: [518, 22, 757, 85]
local-news: [263, 330, 502, 1702]
news-paragraph: Mr Pavitt: No Your Worship.: [1546, 422, 1665, 434]
table-cell: [244, 1625, 247, 1637]
table-row: [8, 1237, 247, 1248]
mining-paragraph: A ton of ore from Ruaotunu was being treated by the Cassel Company at the time of my visit, but I have not yet learned the result.: [773, 495, 1012, 532]
mining-paragraph: At the Battery Mr Hutchieson has the Lamberton mills in full swing crushing dry, which is found to be more suitable than the wet process tried under the late management with disastrous results to the grinding gear. The balls were ground into all manner of shapes; and the lower disc of one of the mills had to be replaced by a new one. A good sized parcel has been put through since Mr Hutchieson took charge, and is now being treated by the percolating process at the Cassel Gold Extracting Company's works.: [773, 363, 1012, 491]
waikato-paragraph: The usual monthly meeting of the above Board was held in the Hamilton Borough Council Chambers, at 11 a.m., on Wednesday last.: [1538, 594, 1777, 632]
sporting-paragraph: At the third day's racing of the V.R.C. Autumn Meeting, the following was the result of The Champion Stakes, a sweepstake of 25sovs. each with L1,500 added. Three miles:—: [518, 720, 757, 771]
hay-corn-table: [8, 1345, 247, 1541]
